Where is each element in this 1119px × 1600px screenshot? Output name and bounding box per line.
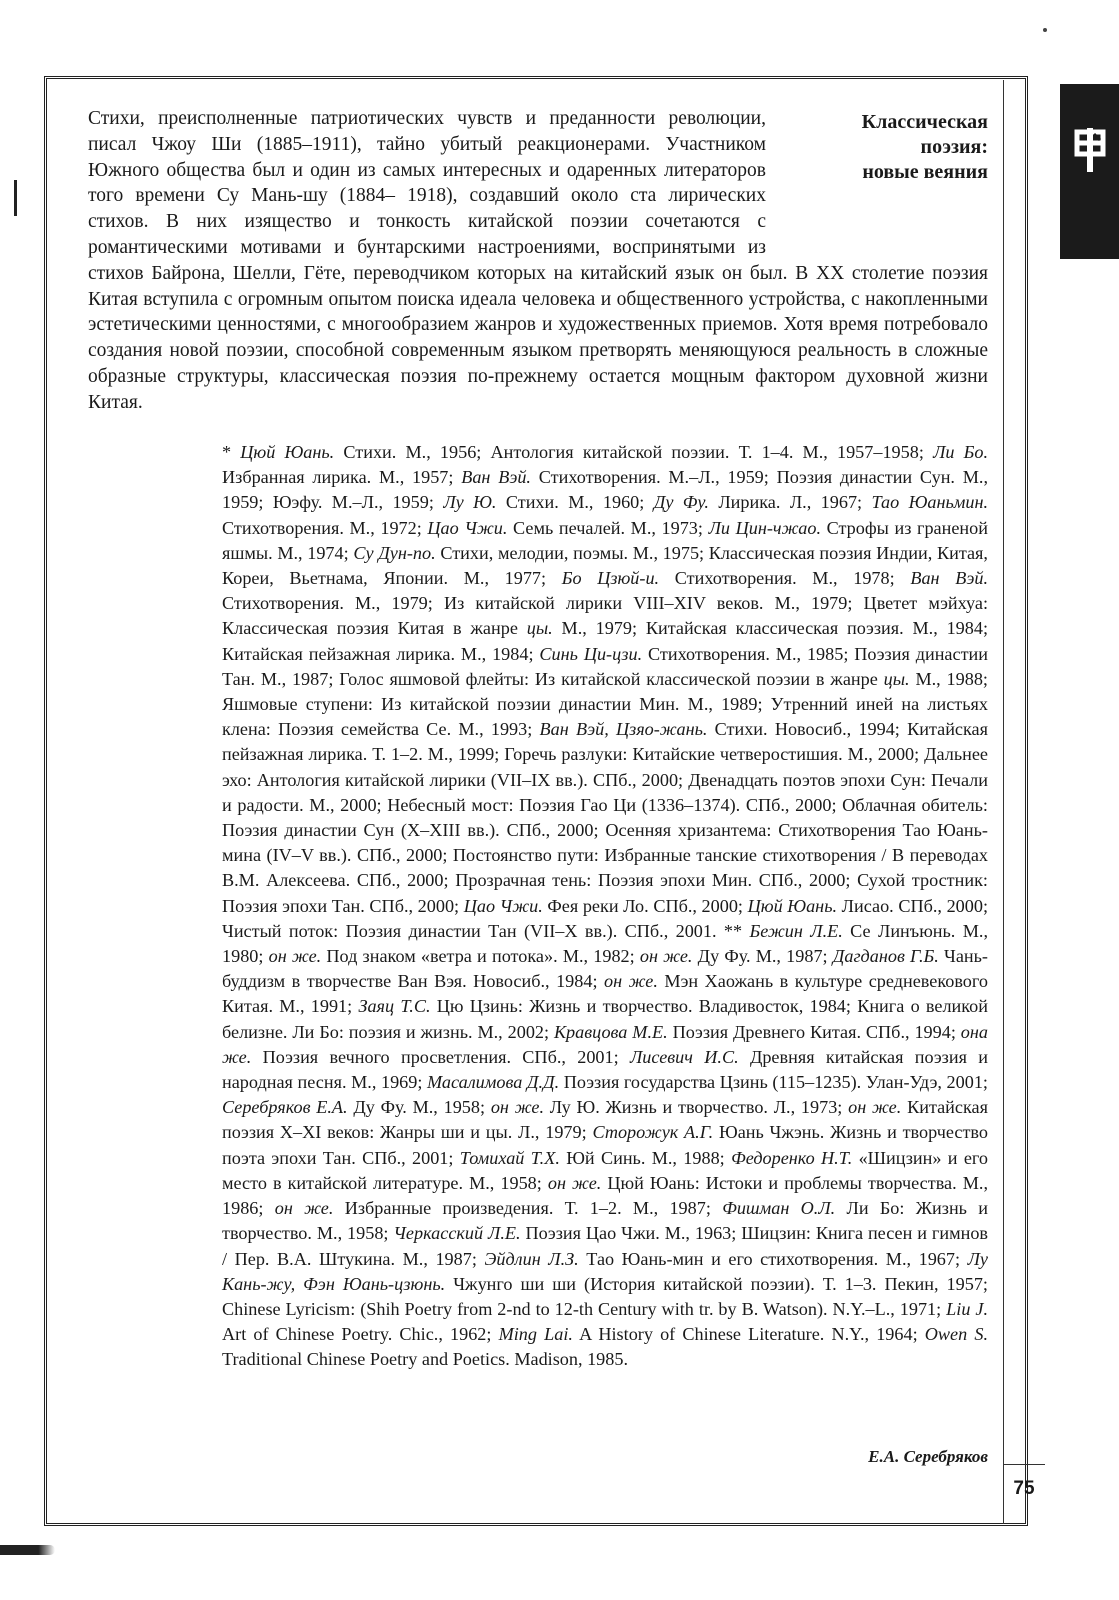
bibliography-author: Liu J. xyxy=(946,1298,989,1319)
bibliography-text: Чжунго ши ши (История китайской поэзии). Т. 1–3. Пекин, 1957; Chinese Lyricism: (Shih Poetry from 2-nd to 12-th Century with tr. by B. Watson). N.Y.–L., 1971; xyxy=(222,1273,988,1319)
bibliography-author: Лу Кань-жу, Фэн Юань-цзюнь. xyxy=(222,1248,988,1294)
bibliography-text: Цю Цзинь: Жизнь и творчество. Владивосток, 1984; Книга о великой белизне. Ли Бо: поэзия и жизнь. М., 2002; xyxy=(222,996,988,1042)
bibliography-text: Лу Ю. Жизнь и творчество. Л., 1973; xyxy=(544,1097,849,1118)
bibliography-author: Ду Фу. xyxy=(653,492,709,513)
intro-paragraph: Стихи, преисполненные патриотических чувств и преданности революции, писал Чжоу Ши (1885–1911), тайно убитый реакционерами. Участником Южного общества был и один из самых интересных и одаренных литераторов того времени Су Мань-шу (1884– 1918), создавший около ста лирических стихов. В них изящество и тонкость китайской поэзии сочетаются с романтическими мотивами и бунтарскими настроениями, воспринятыми из стихов Байрона, Шелли, Гёте, переводчиком которых на китайский язык он был. В XX столетие поэзия Китая вступила с огромным опытом поиска идеала человека и общественного устройства, с накопленными эстетическими ценностями, с многообразием жанров и художественных приемов. Хотя время потребовало создания новой поэзии, способной современным языком претворять меняющуюся реальность в сложные образные структуры, классическая поэзия по-прежнему остается мощным фактором духовной жизни Китая. xyxy=(88,108,988,413)
bibliography-author: Ван Вэй, Цзяо-жань. xyxy=(539,719,708,740)
bibliography-author: Дагданов Г.Б. xyxy=(832,946,939,967)
bibliography-author: Ли Бо. xyxy=(933,442,989,462)
bibliography-author: Сторожук А.Г. xyxy=(592,1122,714,1143)
bibliography-text: Древняя китайская поэзия и народная песня. М., 1969; xyxy=(222,1046,988,1093)
bibliography-author: цы. xyxy=(883,668,910,689)
bibliography-author: Тао Юаньмин. xyxy=(871,492,989,513)
side-heading-line: поэзия: xyxy=(920,136,988,158)
right-margin-rule xyxy=(1003,80,1004,1524)
bibliography-author: он же. xyxy=(268,946,322,967)
intro-paragraph-block xyxy=(88,106,988,416)
bibliography-author: Цао Чжи. xyxy=(427,517,508,538)
bibliography-text: Стихи. М., 1960; xyxy=(496,492,654,513)
bibliography-author: Синь Ци-цзи. xyxy=(539,643,643,664)
bibliography-text: Под знаком «ветра и потока». М., 1982; xyxy=(321,946,640,967)
bibliography-author: Су Дун-по. xyxy=(353,542,436,563)
bibliography-text: A History of Chinese Literature. N.Y., 1964; xyxy=(572,1324,925,1345)
bibliography-text: Фея реки Ло. СПб., 2000; xyxy=(542,895,748,916)
bibliography-text: Юань Чжэнь. Жизнь и творчество поэта эпохи Тан. СПб., 2001; xyxy=(222,1122,988,1168)
bibliography-text: Избранные произведения. Т. 1–2. М., 1987; xyxy=(333,1198,723,1219)
margin-mark xyxy=(0,1545,55,1555)
bibliography-text: Ли Бо: Жизнь и творчество. М., 1958; xyxy=(222,1198,988,1244)
bibliography-author: Лисевич И.С. xyxy=(629,1046,739,1067)
bibliography-author: Ли Цин-чжао. xyxy=(708,517,821,538)
bibliography-author: Owen S. xyxy=(924,1324,989,1345)
section-thumb-tab xyxy=(1060,84,1119,259)
bibliography-author: он же. xyxy=(274,1198,334,1219)
bibliography-text: Стихи. М., 1956; Антология китайской поэзии. Т. 1–4. М., 1957–1958; xyxy=(334,442,934,462)
bibliography-text: Строфы из граненой яшмы. М., 1974; xyxy=(222,517,988,563)
bibliography-author: Лу Ю. xyxy=(443,492,497,513)
bibliography-text: Ду Фу. М., 1987; xyxy=(692,946,833,967)
margin-mark xyxy=(14,180,17,216)
bibliography-paragraph xyxy=(222,440,988,1373)
bibliography-text: Ду Фу. М., 1958; xyxy=(347,1097,491,1118)
scan-speck xyxy=(1043,28,1047,32)
bibliography-author: Ван Вэй. xyxy=(461,467,531,488)
bibliography-text: Поэзия вечного просветления. СПб., 2001; xyxy=(251,1046,630,1067)
bibliography-author: Заяц Т.С. xyxy=(358,996,431,1017)
page-number: 75 xyxy=(1003,1464,1045,1520)
bibliography-author: она же. xyxy=(222,1021,988,1067)
bibliography-text: Чань-буддизм в творчестве Ван Вэя. Новосиб., 1984; xyxy=(222,946,988,992)
bibliography-author: он же. xyxy=(490,1097,544,1118)
bibliography-author: Черкасский Л.Е. xyxy=(393,1223,521,1244)
bibliography-author: он же. xyxy=(848,1097,902,1118)
bibliography-text: Стихотворения. М., 1979; Из китайской лирики VIII–XIV веков. М., 1979; Цветет мэйхуа: Классическая поэзия Китая в жанре xyxy=(222,593,988,639)
author-signature: Е.А. Серебряков xyxy=(868,1447,988,1466)
bibliography-author: Эйдлин Л.З. xyxy=(484,1248,579,1269)
bibliography-author: Серебряков Е.А. xyxy=(222,1097,348,1118)
bibliography-text: Стихотворения. М., 1972; xyxy=(222,517,428,538)
bibliography-author: он же. xyxy=(639,946,693,967)
bibliography-author: Ван Вэй. xyxy=(910,568,989,589)
bibliography-text: Стихи. Новосиб., 1994; Китайская пейзажная лирика. Т. 1–2. М., 1999; Горечь разлуки: Китайские четверостишия. М., 2000; Дальнее эхо: Антология китайской лирики (VII–IX вв.). СПб., 2000; Двенадцать поэтов эпохи Сун: Печали и радости. М., 2000; Небесный мост: Поэзия Гао Ци (1336–1374). СПб., 2000; Облачная обитель: Поэзия династии Сун (X–XIII вв.). СПб., 2000; Осенняя хризантема: Стихотворения Тао Юань-мина (IV–V вв.). СПб., 2000; Постоянство пути: Избранные танские стихотворения / В переводах В.М. Алексеева. СПб., 2000; Прозрачная тень: Поэзия эпохи Мин. СПб., 2000; Сухой тростник: Поэзия эпохи Тан. СПб., 2000; xyxy=(222,719,988,916)
bibliography-block xyxy=(222,440,988,1373)
bibliography-text: Мэн Хаожань в культуре средневекового Китая. М., 1991; xyxy=(222,971,989,1017)
bibliography-text: Стихотворения. М., 1978; xyxy=(659,568,911,589)
bibliography-author: Федоренко Н.Т. xyxy=(731,1147,853,1168)
bibliography-text: Избранная лирика. М., 1957; xyxy=(222,467,462,488)
bibliography-text: Стихи, мелодии, поэмы. М., 1975; Классическая поэзия Индии, Китая, Кореи, Вьетнама, Японии. М., 1977; xyxy=(222,542,988,589)
bibliography-text: Семь печалей. М., 1973; xyxy=(507,517,709,538)
bibliography-text: Стихотворения. М., 1985; Поэзия династии Тан. М., 1987; Голос яшмовой флейты: Из китайской классической поэзии в жанре xyxy=(222,643,988,689)
bibliography-text: Поэзия Цао Чжи. М., 1963; Шицзин: Книга песен и гимнов / Пер. В.А. Штукина. М., 1987; xyxy=(222,1223,988,1269)
bibliography-text: М., 1988; Яшмовые ступени: Из китайской поэзии династии Мин. М., 1989; Утренний иней на листьях клена: Поэзия семейства Се. М., 1993; xyxy=(222,668,988,740)
bibliography-text: Тао Юань-мин и его стихотворения. М., 1967; xyxy=(578,1248,968,1269)
bibliography-text: Цюй Юань: Истоки и проблемы творчества. М., 1986; xyxy=(222,1172,988,1219)
side-heading-line: новые веяния xyxy=(862,161,988,183)
side-heading-line: Классическая xyxy=(861,111,988,133)
bibliography-text: Поэзия государства Цзинь (115–1235). Улан-Удэ, 2001; xyxy=(559,1072,988,1093)
bibliography-author: Томихай Т.Х. xyxy=(459,1147,560,1168)
bibliography-text: Юй Синь. М., 1988; xyxy=(559,1147,732,1168)
bibliography-text: Се Линъюнь. М., 1980; xyxy=(222,920,989,967)
bibliography-author: он же. xyxy=(604,971,658,992)
bibliography-author: Фишман О.Л. xyxy=(722,1198,836,1219)
bibliography-author: Бо Цзюй-и. xyxy=(561,568,660,589)
bibliography-text: Китайская поэзия X–XI веков: Жанры ши и цы. Л., 1979; xyxy=(222,1097,988,1143)
bibliography-author: Бежин Л.Е. xyxy=(749,920,843,941)
bibliography-text: Лисао. СПб., 2000; Чистый поток: Поэзия династии Тан (VII–X вв.). СПб., 2001. ** xyxy=(222,895,989,941)
bibliography-text: М., 1979; Китайская классическая поэзия. М., 1984; Китайская пейзажная лирика. М., 1984; xyxy=(222,618,989,664)
bibliography-author: Кравцова М.Е. xyxy=(553,1021,668,1042)
bibliography-author: Цао Чжи. xyxy=(463,895,543,916)
bibliography-text: * xyxy=(222,442,241,462)
bibliography-author: Цюй Юань. xyxy=(747,895,838,916)
bibliography-text: Traditional Chinese Poetry and Poetics. Madison, 1985. xyxy=(222,1349,628,1370)
bibliography-author: Ming Lai. xyxy=(498,1324,573,1345)
jia-glyph-icon xyxy=(1072,124,1108,176)
bibliography-author: Цюй Юань. xyxy=(240,442,335,462)
bibliography-text: Поэзия Древнего Китая. СПб., 1994; xyxy=(667,1021,961,1042)
bibliography-text: Стихотворения. М.–Л., 1959; Поэзия династии Сун. М., 1959; Юэфу. М.–Л., 1959; xyxy=(222,467,989,513)
bibliography-text: Лирика. Л., 1967; xyxy=(708,492,872,513)
bibliography-text: «Шицзин» и его место в китайской литературе. М., 1958; xyxy=(222,1147,989,1193)
bibliography-author: он же. xyxy=(547,1172,602,1193)
bibliography-author: Масалимова Д.Д. xyxy=(427,1072,560,1093)
bibliography-text: Art of Chinese Poetry. Chic., 1962; xyxy=(222,1324,499,1345)
bibliography-author: цы. xyxy=(526,618,553,639)
